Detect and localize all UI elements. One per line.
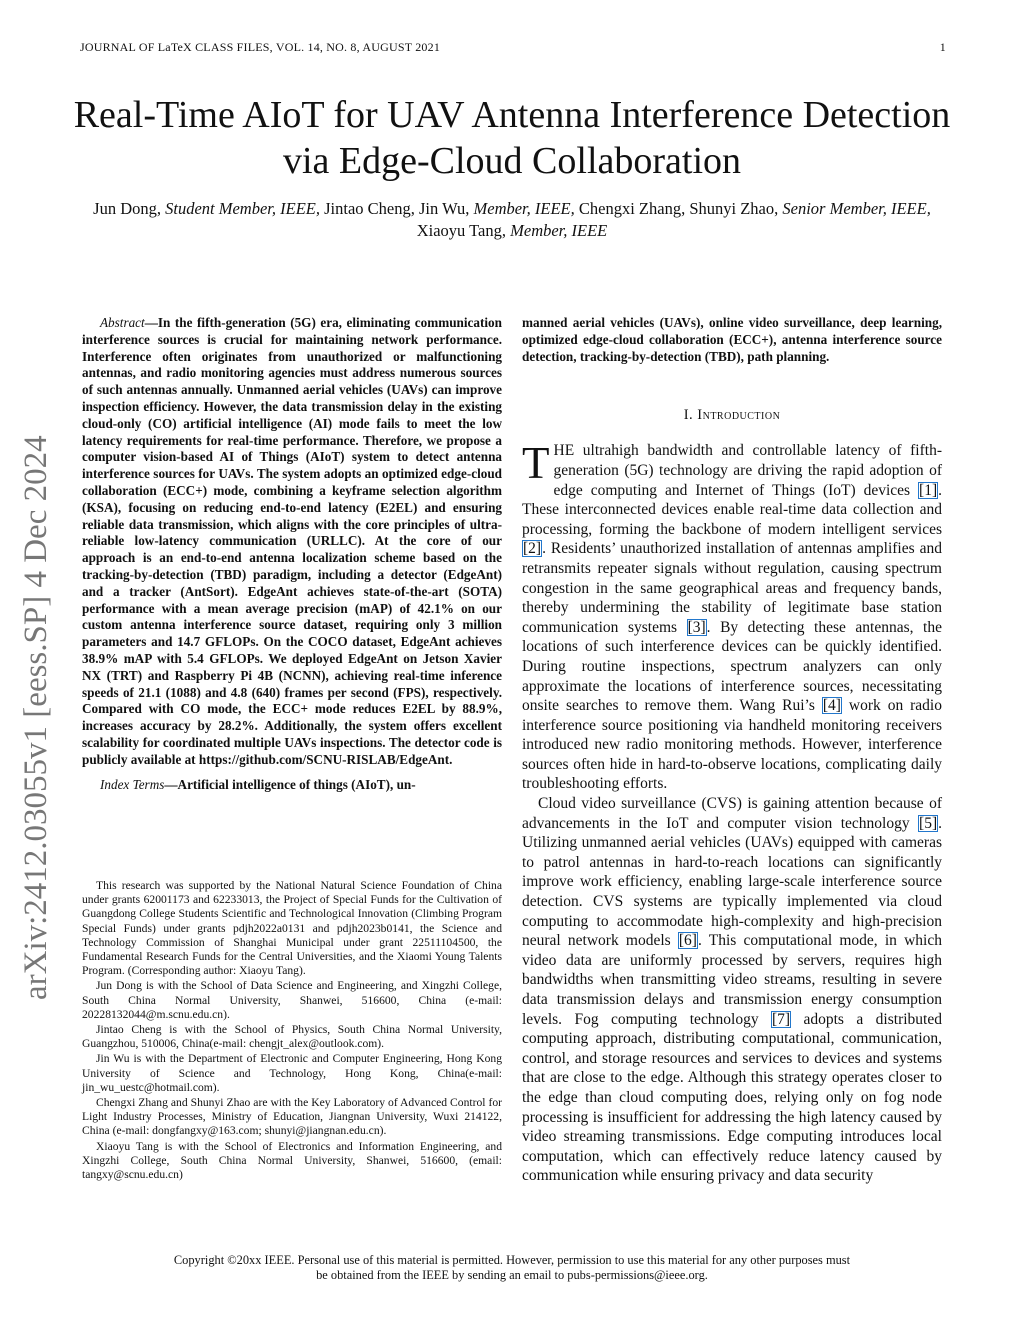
- footnote-affiliation: Jintao Cheng is with the School of Physics, South China Normal University, Guangzhou, 510006, China(e-mail: chengjt_alex@outlook.com).: [82, 1023, 502, 1051]
- index-terms-continued: manned aerial vehicles (UAVs), online video surveillance, deep learning, optimized edge-cloud collaboration (ECC+), antenna interference source detection, tracking-by-detection (TBD), path planning.: [522, 315, 942, 364]
- author-3-role: Senior Member, IEEE,: [782, 199, 931, 218]
- text-run: work on radio interference source positioning via handheld monitoring receivers introduced new radio monitoring methods. However, interference sources often hide in hard-to-observe locations, complicating daily troubleshooting efforts.: [522, 697, 942, 793]
- author-4: Xiaoyu Tang,: [416, 221, 506, 240]
- introduction-body: [522, 438, 942, 1186]
- text-run: Cloud video surveillance (CVS) is gaining attention because of advancements in the IoT and computer vision technology: [522, 795, 942, 832]
- index-terms: [82, 777, 502, 794]
- abstract-text: —In the fifth-generation (5G) era, eliminating communication interference sources is crucial for maintaining network performance. Interference often originates from unauthorized or malfunctioning antennas, and radio monitoring agencies must address numerous sources of such antennas annually. Unmanned aerial vehicles (UAVs) can improve inspection efficiency. However, the data transmission delay in the existing cloud-only (CO) artificial intelligence (AI) mode fails to meet the low latency requirements for real-time performance. Therefore, we propose a computer vision-based AI of Things (AIoT) system to detect antenna interference sources for UAVs. The system adopts an optimized edge-cloud collaboration (ECC+) mode, combining a keyframe selection algorithm (KSA), focusing on reducing end-to-end latency (E2EL) and ensuring reliable data transmission, which aligns with the core principles of ultra-reliable low-latency communication (URLLC). At the core of our approach is an end-to-end antenna localization scheme based on the tracking-by-detection (TBD) paradigm, including a detector (EdgeAnt) and a tracker (AntSort). EdgeAnt achieves state-of-the-art (SOTA) performance with a mean average precision (mAP) of 42.1% on our custom antenna interference source dataset, requiring only 3 million parameters and 14.7 GFLOPs. On the COCO dataset, EdgeAnt achieves 38.9% mAP with 5.4 GFLOPs. We deployed EdgeAnt on Jetson Xavier NX (TRT) and Raspberry Pi 4B (NCNN), achieving real-time inference speeds of 21.1 (1088) and 4.8 (640) frames per second (FPS), respectively. Compared with CO mode, the ECC+ mode reduces E2EL by 88.9%, increases accuracy by 28.2%. Additionally, the system offers excellent scalability for coordinated multiple UAVs inspections. The detector code is publicly available at https://github.com/SCNU-RISLAB/EdgeAnt.: [82, 315, 502, 767]
- abstract-label: Abstract: [100, 315, 145, 330]
- text-run: adopts a distributed computing approach, distributing computational, communication, control, and storage resources and services to devices and systems that are close to the edge. Although this strategy operates closer to the edge than cloud computing does, relying only on fog node processing is insufficient for addressing the high latency caused by video streaming transmissions. Edge computing introduces local computation, which can effectively reduce latency caused by communication while ensuring privacy and data security: [522, 1010, 942, 1185]
- right-column: [522, 315, 942, 1186]
- author-1-role: Student Member, IEEE,: [165, 199, 320, 218]
- paper-title: Real-Time AIoT for UAV Antenna Interference Detection via Edge-Cloud Collaboration: [73, 94, 951, 182]
- author-4-role: Member, IEEE: [510, 221, 608, 240]
- arxiv-stamp: arXiv:2412.03055v1 [eess.SP] 4 Dec 2024: [18, 435, 54, 1000]
- citation-link[interactable]: [4]: [822, 697, 841, 715]
- citation-link[interactable]: [6]: [678, 932, 697, 950]
- text-run: . Utilizing unmanned aerial vehicles (UAVs) equipped with cameras to patrol antennas in hard-to-reach locations can significantly improve work efficiency, enabling large-scale interference source detection. CVS systems are typically implemented via cloud computing to accommodate high-complexity and high-precision neural network models: [522, 814, 942, 950]
- footnote-affiliation: Chengxi Zhang and Shunyi Zhao are with the Key Laboratory of Advanced Control for Light Industry Processes, Ministry of Education, Jiangnan University, Wuxi 214122, China (e-mail: dongfangxy@163.com; shunyi@jiangnan.edu.cn).: [82, 1096, 502, 1138]
- footnote-affiliation: Xiaoyu Tang is with the School of Electronics and Information Engineering, and Xingzhi College, South China Normal University, Shanwei, 516600, (email: tangxy@scnu.edu.cn): [82, 1139, 502, 1182]
- footnotes: [82, 879, 502, 1183]
- abstract: [82, 315, 502, 769]
- copyright-line-2: be obtained from the IEEE by sending an email to pubs-permissions@ieee.org.: [316, 1268, 708, 1282]
- section-heading: I. Introduction: [683, 407, 781, 424]
- text-run: . This computational mode, in which video data are uniformly processed by servers, requires high bandwidths when transmitting video streams, resulting in severe data transmission delays and transmission energy consumption levels. Fog computing technology: [522, 932, 942, 1028]
- citation-link[interactable]: [3]: [687, 618, 706, 636]
- footnote-affiliation: Jin Wu is with the Department of Electronic and Computer Engineering, Hong Kong University of Science and Technology, Hong Kong, China(e-mail: jin_wu_uestc@hotmail.com).: [82, 1052, 502, 1094]
- journal-name: JOURNAL OF LaTeX CLASS FILES, VOL. 14, NO. 8, AUGUST 2021: [80, 40, 441, 54]
- author-list: [70, 198, 954, 242]
- running-header: [80, 40, 946, 55]
- copyright-notice: [80, 1253, 944, 1283]
- author-2: Jintao Cheng, Jin Wu,: [324, 199, 470, 218]
- text-run: . Residents’ unauthorized installation of antennas amplifies and retransmits repeater signals without regulation, causing spectrum congestion in the same geographical areas and frequency bands, thereby undermining the stability of legitimate base station communication systems: [522, 540, 942, 636]
- citation-link[interactable]: [5]: [919, 814, 938, 832]
- left-column: [82, 315, 502, 793]
- author-2-role: Member, IEEE,: [473, 199, 575, 218]
- drop-cap: T: [522, 438, 550, 489]
- index-terms-label: Index Terms: [100, 776, 165, 792]
- footnote-affiliation: Jun Dong is with the School of Data Science and Engineering, and Xingzhi College, South China Normal University, Shanwei, 516600, China (e-mail: 20228132044@m.scnu.edu.cn).: [82, 979, 502, 1021]
- citation-link[interactable]: [7]: [772, 1010, 791, 1028]
- intro-paragraph-1: [522, 438, 942, 794]
- index-terms-text: —Artificial intelligence of things (AIoT), un-: [164, 776, 416, 792]
- footnote-funding: This research was supported by the National Natural Science Foundation of China under grants 62001173 and 62233013, the Project of Special Funds for the Cultivation of Guangdong College Students Scientific and Technological Innovation (Climbing Program Special Funds) under grants pdjh2022a0131 and pdjh2023b0141, the Science and Technology Commission of Shanghai Municipal under grant 22511104500, the Fundamental Research Funds for the Central Universities, and the Xiaomi Young Talents Program. (Corresponding author: Xiaoyu Tang).: [82, 879, 502, 978]
- page-number: 1: [939, 40, 946, 54]
- author-1: Jun Dong,: [93, 199, 161, 218]
- author-3: Chengxi Zhang, Shunyi Zhao,: [578, 199, 779, 218]
- text-run: . By detecting these antennas, the locations of such interference devices can be quickly identified. During routine inspections, spectrum analyzers can only approximate the locations of interference sources, necessitating onsite searches to remove them. Wang Rui’s: [522, 618, 942, 715]
- copyright-line-1: Copyright ©20xx IEEE. Personal use of this material is permitted. However, permission to use this material for any other purposes must: [173, 1253, 851, 1267]
- text-run: . These interconnected devices enable real-time data collection and processing, forming the backbone of modern intelligent services: [522, 481, 942, 538]
- citation-link[interactable]: [1]: [919, 481, 938, 499]
- text-run: HE ultrahigh bandwidth and controllable latency of fifth-generation (5G) technology are driving the rapid adoption of edge computing and Internet of Things (IoT) devices: [553, 442, 942, 499]
- citation-link[interactable]: [2]: [523, 540, 542, 558]
- intro-paragraph-2: [522, 794, 942, 1186]
